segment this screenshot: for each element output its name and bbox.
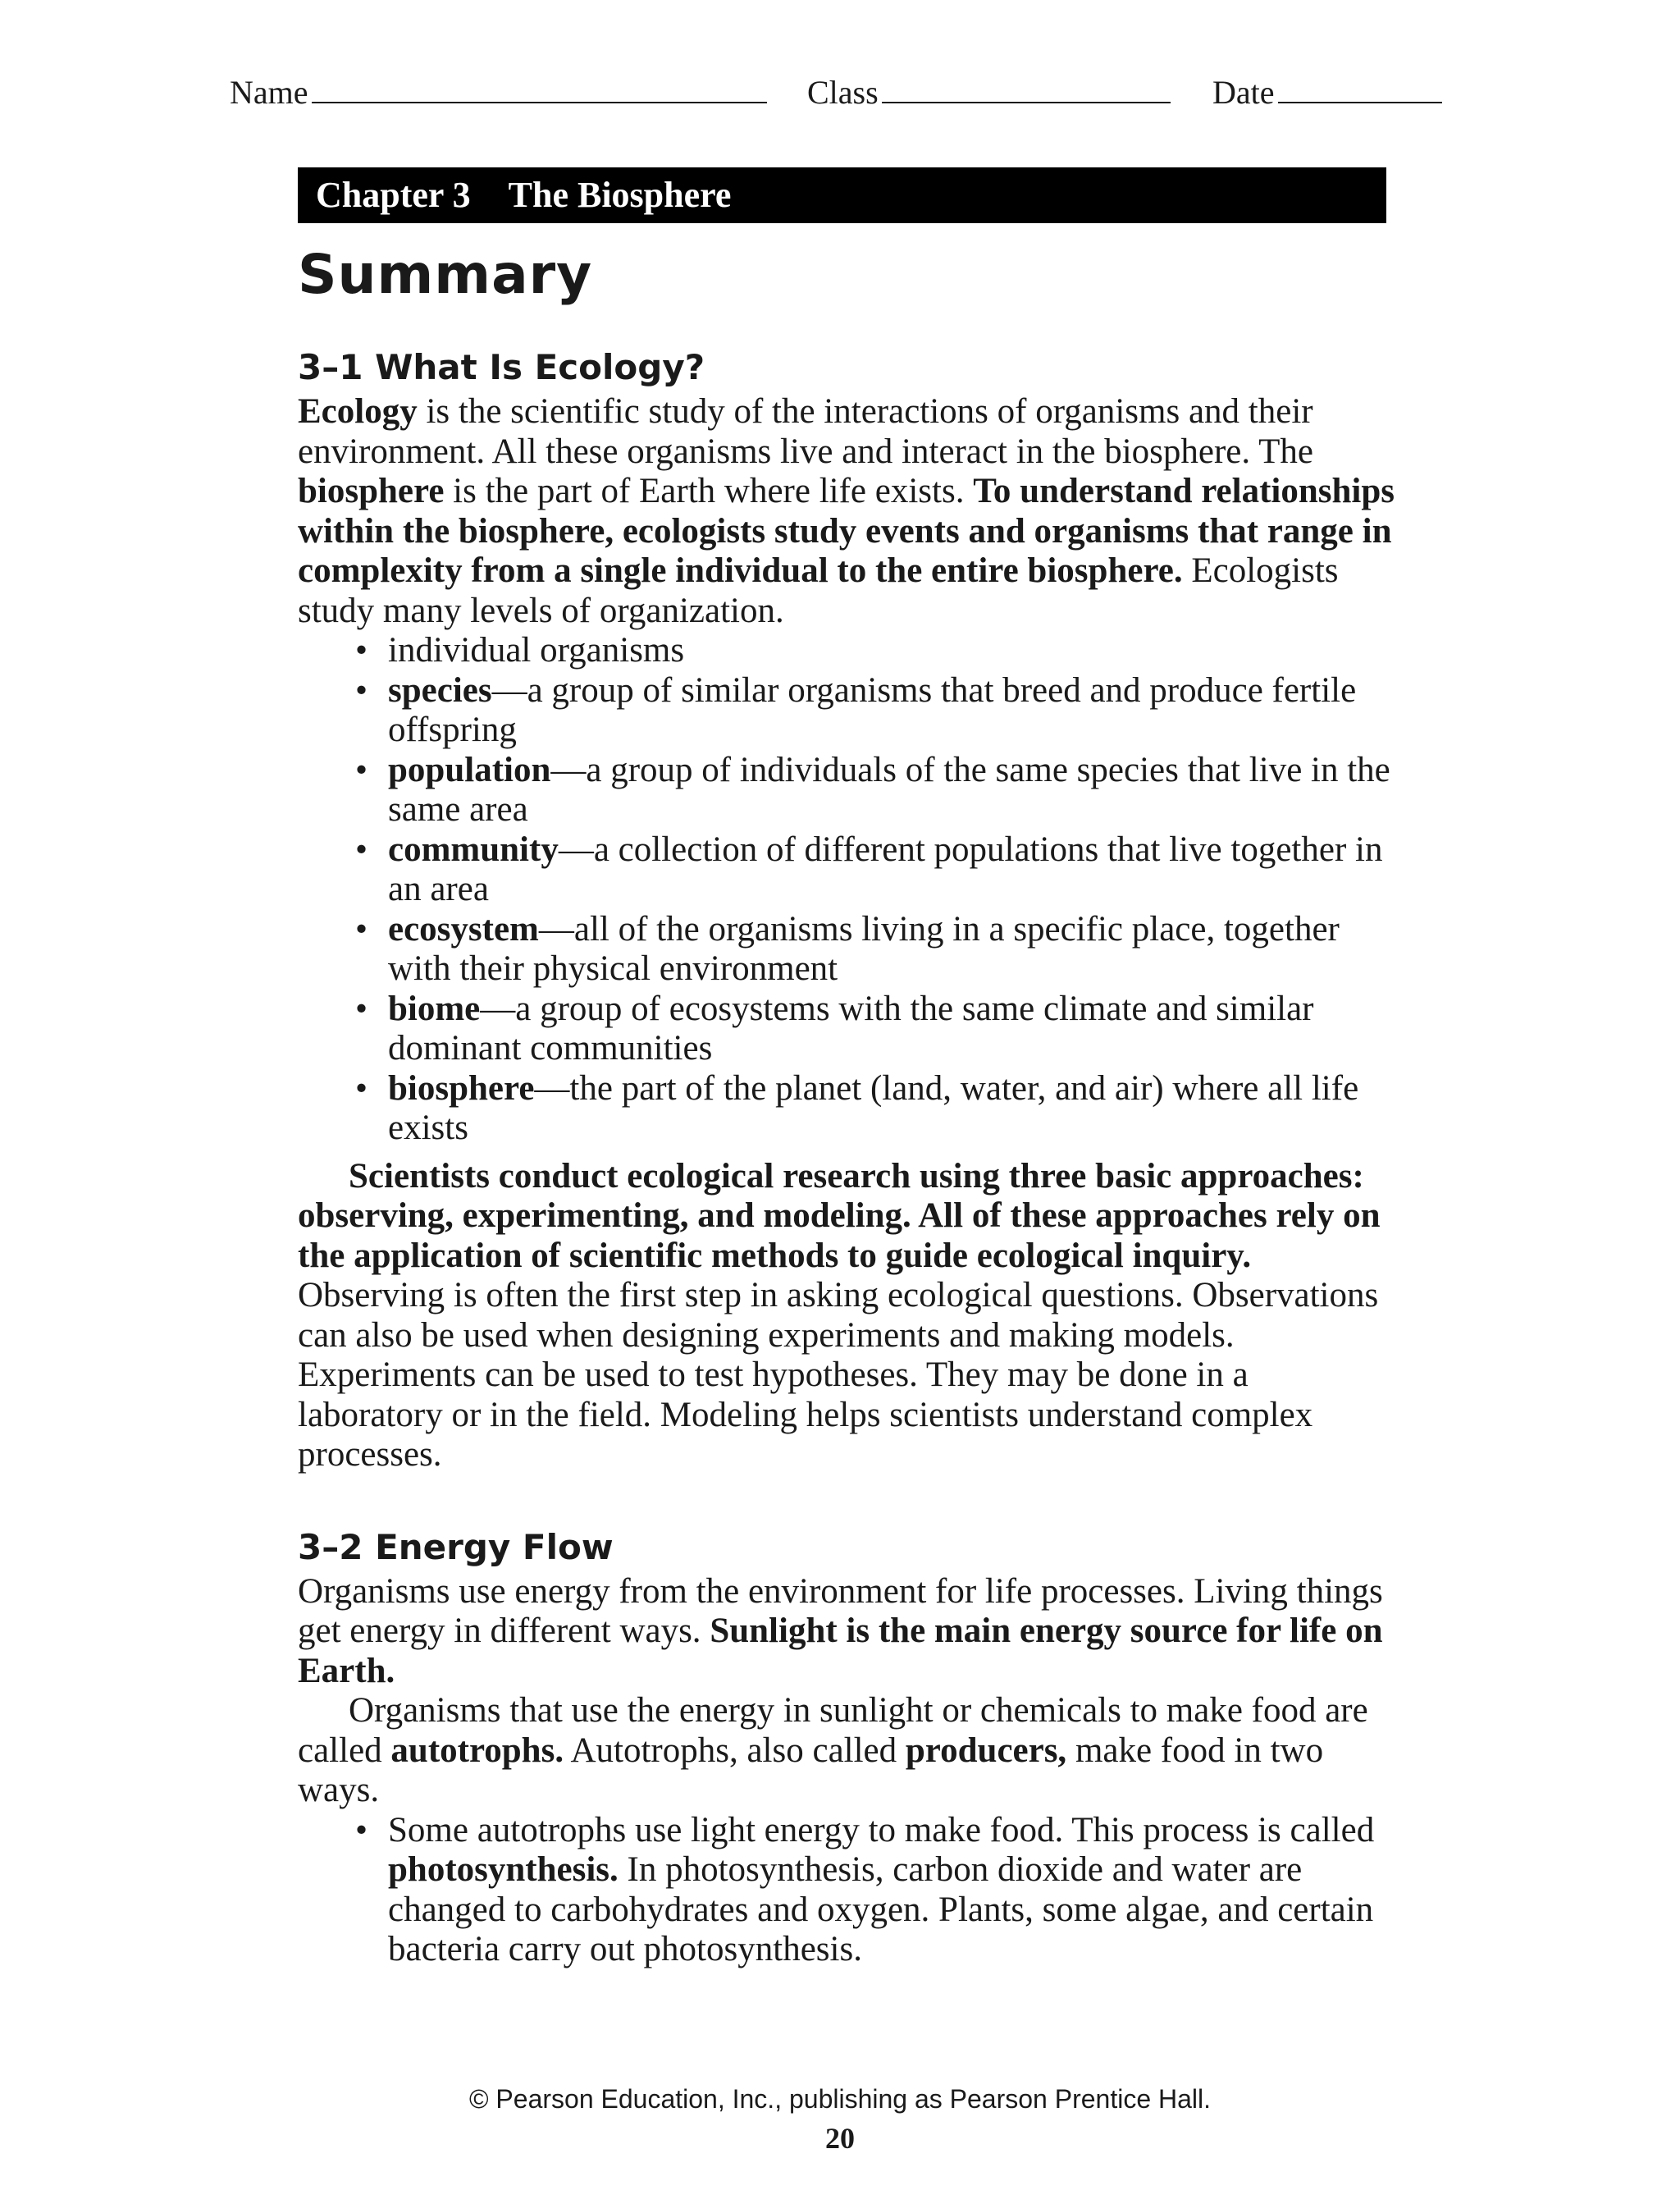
list-item: • individual organisms: [388, 631, 1397, 671]
name-field[interactable]: [230, 71, 767, 113]
date-label: Date: [1212, 74, 1275, 111]
research-paragraph: Scientists conduct ecological research using three basic approaches: observing, experimenting, and modeling. All of these approaches rely on the application of scientific methods to guide ecological inquiry. Observing is often the first step in asking ecological questions. Observations can also be used when designing experiments and making models. Experiments can be used to test hypotheses. They may be done in a laboratory or in the field. Modeling helps scientists understand complex processes.: [298, 1156, 1381, 1474]
copyright-footer: © Pearson Education, Inc., publishing as Pearson Prentice Hall.: [468, 2084, 1212, 2114]
ecology-paragraph: Ecology is the scientific study of the interactions of organisms and their environment. All these organisms live and interact in the biosphere. The biosphere is the part of Earth where life exists. To understand relationships within the biosphere, ecologists study events and organisms that range in complexity from a single individual to the entire biosphere. Ecologists study many levels of organization.: [298, 392, 1395, 630]
energy-paragraph: Organisms use energy from the environment for life processes. Living things get energy in different ways. Sunlight is the main energy source for life on Earth.: [298, 1571, 1383, 1690]
class-line[interactable]: [882, 71, 1171, 103]
list-item: • species—a group of similar organisms that breed and produce fertile offspring: [388, 671, 1397, 751]
date-field[interactable]: [1212, 71, 1442, 113]
chapter-banner: [298, 167, 1386, 223]
summary-content: [298, 343, 1397, 1970]
term-biosphere: biosphere: [298, 472, 445, 510]
date-line[interactable]: [1278, 71, 1442, 103]
organization-levels-list: [298, 631, 1397, 1149]
list-item: • ecosystem—all of the organisms living in a specific place, together with their physical environment: [388, 910, 1397, 990]
name-label: Name: [230, 74, 308, 111]
list-item: • population—a group of individuals of the same species that live in the same area: [388, 751, 1397, 830]
list-item: • biome—a group of ecosystems with the same climate and similar dominant communities: [388, 990, 1397, 1069]
list-item: • Some autotrophs use light energy to make food. This process is called photosynthesis. In photosynthesis, carbon dioxide and water are changed to carbohydrates and oxygen. Plants, some algae, and certain bacteria carry out photosynthesis.: [388, 1811, 1397, 1970]
chapter-number: Chapter 3: [316, 175, 471, 215]
autotroph-methods-list: [298, 1811, 1397, 1970]
term-photosynthesis: photosynthesis.: [388, 1850, 619, 1889]
chapter-title: The Biosphere: [508, 175, 732, 215]
summary-title: Summary: [298, 243, 593, 306]
term-ecology: Ecology: [298, 392, 418, 431]
key-concept: To understand relationships within the biosphere, ecologists study events and organisms that range in complexity from a single individual to the entire biosphere.: [298, 472, 1395, 590]
term-autotrophs: autotrophs.: [390, 1731, 564, 1770]
list-item: • community—a collection of different populations that live together in an area: [388, 830, 1397, 910]
list-item: • biosphere—the part of the planet (land, water, and air) where all life exists: [388, 1069, 1397, 1149]
section-heading-ecology: 3–1 What Is Ecology?: [298, 347, 705, 387]
class-field[interactable]: [807, 71, 1171, 113]
key-concept: Scientists conduct ecological research using three basic approaches: observing, experimenting, and modeling. All of these approaches rely on the application of scientific methods to guide ecological inquiry.: [298, 1156, 1381, 1275]
worksheet-header: [230, 71, 1460, 112]
term-producers: producers,: [905, 1731, 1067, 1770]
section-heading-energy-flow: 3–2 Energy Flow: [298, 1526, 614, 1567]
key-concept: Sunlight is the main energy source for life on Earth.: [298, 1612, 1383, 1690]
autotrophs-paragraph: Organisms that use the energy in sunlight or chemicals to make food are called autotrophs. Autotrophs, also called producers, make food in two ways.: [298, 1691, 1368, 1809]
page-number: 20: [825, 2122, 855, 2155]
name-line[interactable]: [312, 71, 767, 103]
class-label: Class: [807, 74, 879, 111]
